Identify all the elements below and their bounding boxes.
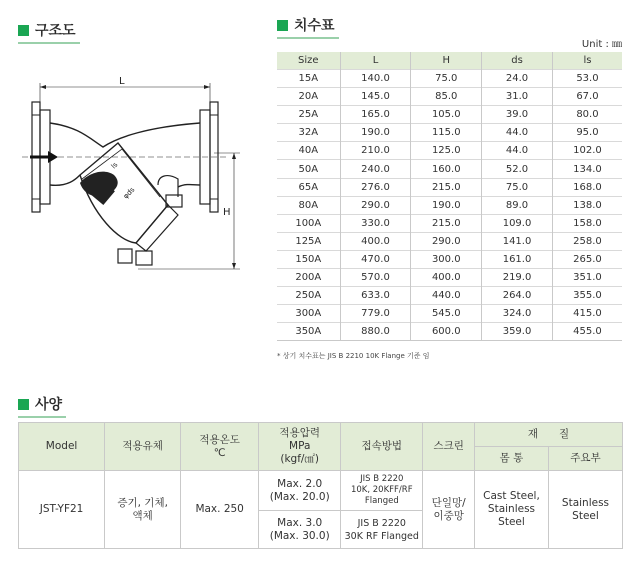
dimension-cell: 95.0 — [552, 124, 622, 142]
dimension-row — [277, 124, 622, 142]
dimension-cell: 24.0 — [482, 70, 553, 88]
pressure2-line2: (Max. 30.0) — [269, 529, 330, 542]
spec-heading — [18, 394, 62, 414]
dimension-cell: 85.0 — [411, 88, 482, 106]
dimension-cell: 158.0 — [552, 214, 622, 232]
dimension-cell: 545.0 — [411, 305, 482, 323]
cell-screen — [423, 471, 475, 549]
dimension-cell: 415.0 — [552, 305, 622, 323]
dimension-cell: 470.0 — [340, 250, 411, 268]
dimension-cell: 75.0 — [411, 70, 482, 88]
dimension-cell: 31.0 — [482, 88, 553, 106]
dimension-cell: 165.0 — [340, 106, 411, 124]
dimension-cell: 80.0 — [552, 106, 622, 124]
label-L: L — [119, 76, 125, 87]
dimension-cell: 150A — [277, 250, 340, 268]
pressure-line1: 적용압력 — [279, 427, 320, 439]
cell-main — [548, 471, 622, 549]
dimension-row — [277, 70, 622, 88]
dimension-row — [277, 160, 622, 178]
pressure-line3: (kgf/㎠) — [280, 453, 320, 465]
cell-body — [475, 471, 549, 549]
dimension-header-row — [277, 52, 622, 70]
cell-connection-2 — [341, 511, 423, 549]
dimension-row — [277, 196, 622, 214]
dimension-cell: 290.0 — [411, 232, 482, 250]
pressure2-line1: Max. 3.0 — [277, 516, 323, 529]
dimension-cell: 258.0 — [552, 232, 622, 250]
dimensions-heading — [277, 15, 335, 35]
header-screen: 스크린 — [423, 423, 475, 471]
connection1-line1: JIS B 2220 — [360, 474, 404, 484]
dimension-cell: 105.0 — [411, 106, 482, 124]
cell-pressure-1 — [259, 471, 341, 511]
dimension-cell: 359.0 — [482, 323, 553, 341]
dimension-row — [277, 106, 622, 124]
dimension-cell: 190.0 — [411, 196, 482, 214]
dimension-row — [277, 178, 622, 196]
header-ds: ds — [482, 52, 553, 70]
dimension-cell: 300A — [277, 305, 340, 323]
dimension-row — [277, 269, 622, 287]
dimension-cell: 168.0 — [552, 178, 622, 196]
dimension-cell: 880.0 — [340, 323, 411, 341]
dimension-cell: 65A — [277, 178, 340, 196]
dimension-cell: 141.0 — [482, 232, 553, 250]
dimension-cell: 102.0 — [552, 142, 622, 160]
dimension-cell: 67.0 — [552, 88, 622, 106]
dimension-cell: 440.0 — [411, 287, 482, 305]
dimension-cell: 39.0 — [482, 106, 553, 124]
dimension-cell: 80A — [277, 196, 340, 214]
dimension-cell: 50A — [277, 160, 340, 178]
label-H: H — [223, 207, 231, 218]
label-ls: ls — [109, 160, 120, 171]
header-model: Model — [19, 423, 105, 471]
temp-line1: 적용온도 — [199, 433, 240, 446]
header-pressure — [259, 423, 341, 471]
dimension-cell: 138.0 — [552, 196, 622, 214]
temp-line2: ℃ — [213, 446, 226, 459]
dimensions-title: 치수표 — [294, 18, 335, 34]
dimension-cell: 455.0 — [552, 323, 622, 341]
dimension-cell: 160.0 — [411, 160, 482, 178]
dimension-row — [277, 287, 622, 305]
connection1-line3: Flanged — [364, 496, 399, 506]
screen-line1: 단일망/ — [431, 496, 466, 509]
green-square-icon — [18, 399, 29, 410]
dimension-cell: 276.0 — [340, 178, 411, 196]
label-ds: φds — [121, 185, 137, 201]
dimension-cell: 145.0 — [340, 88, 411, 106]
dimension-cell: 400.0 — [340, 232, 411, 250]
screen-line2: 이중망 — [433, 509, 464, 522]
fluid-line1: 증기, 기체, — [117, 496, 168, 509]
header-size: Size — [277, 52, 340, 70]
spec-header-row — [19, 423, 623, 447]
dimension-cell: 115.0 — [411, 124, 482, 142]
dimension-cell: 20A — [277, 88, 340, 106]
main-line2: Steel — [572, 509, 599, 522]
dimension-cell: 140.0 — [340, 70, 411, 88]
cell-temp: Max. 250 — [181, 471, 259, 549]
dimension-row — [277, 305, 622, 323]
dimension-cell: 400.0 — [411, 269, 482, 287]
header-temp — [181, 423, 259, 471]
green-square-icon — [277, 20, 288, 31]
dimension-cell: 570.0 — [340, 269, 411, 287]
cell-fluid — [105, 471, 181, 549]
body-line2: Stainless — [487, 503, 536, 515]
dimension-cell: 44.0 — [482, 124, 553, 142]
dimension-cell: 264.0 — [482, 287, 553, 305]
dimension-cell: 250A — [277, 287, 340, 305]
dimension-cell: 355.0 — [552, 287, 622, 305]
dimension-row — [277, 214, 622, 232]
connection2-line2: 30K RF Flanged — [344, 530, 419, 542]
spec-title: 사양 — [35, 397, 63, 413]
dimension-cell: 215.0 — [411, 178, 482, 196]
dimension-cell: 125A — [277, 232, 340, 250]
dimension-row — [277, 88, 622, 106]
dimension-cell: 52.0 — [482, 160, 553, 178]
header-ls: ls — [552, 52, 622, 70]
dimension-cell: 109.0 — [482, 214, 553, 232]
dimension-cell: 210.0 — [340, 142, 411, 160]
structure-title: 구조도 — [35, 23, 76, 39]
pressure1-line1: Max. 2.0 — [277, 477, 323, 490]
dimension-cell: 134.0 — [552, 160, 622, 178]
cell-model: JST-YF21 — [19, 471, 105, 549]
dimension-row — [277, 142, 622, 160]
header-main: 주요부 — [548, 447, 622, 471]
green-square-icon — [18, 25, 29, 36]
dimension-cell: 300.0 — [411, 250, 482, 268]
dimension-cell: 40A — [277, 142, 340, 160]
dimension-cell: 44.0 — [482, 142, 553, 160]
spec-table — [18, 422, 623, 549]
heading-underline — [18, 42, 80, 44]
dimension-cell: 15A — [277, 70, 340, 88]
header-body: 몸 통 — [475, 447, 549, 471]
dimension-cell: 351.0 — [552, 269, 622, 287]
header-material: 재 질 — [475, 423, 623, 447]
dimension-cell: 633.0 — [340, 287, 411, 305]
heading-underline — [277, 37, 339, 39]
dimension-cell: 219.0 — [482, 269, 553, 287]
dimension-row — [277, 323, 622, 341]
unit-label: Unit : ㎜ — [581, 39, 622, 50]
body-line3: Steel — [498, 516, 525, 528]
fluid-line2: 액체 — [132, 509, 153, 522]
dimension-cell: 100A — [277, 214, 340, 232]
dimension-cell: 25A — [277, 106, 340, 124]
dimension-cell: 290.0 — [340, 196, 411, 214]
dimension-row — [277, 232, 622, 250]
dimension-cell: 75.0 — [482, 178, 553, 196]
connection1-line2: 10K, 20KFF/RF — [350, 485, 413, 495]
header-L: L — [340, 52, 411, 70]
dimension-cell: 53.0 — [552, 70, 622, 88]
spec-row — [19, 471, 623, 511]
dimension-cell: 190.0 — [340, 124, 411, 142]
dimension-cell: 240.0 — [340, 160, 411, 178]
pressure-line2: MPa — [289, 440, 311, 452]
dimension-cell: 330.0 — [340, 214, 411, 232]
strainer-drawing — [18, 75, 258, 275]
header-H: H — [411, 52, 482, 70]
header-fluid: 적용유체 — [105, 423, 181, 471]
dimension-cell: 161.0 — [482, 250, 553, 268]
dimension-note: * 상기 치수표는 JIS B 2210 10K Flange 기준 임 — [277, 352, 430, 360]
structure-heading — [18, 20, 76, 40]
pressure1-line2: (Max. 20.0) — [269, 490, 330, 503]
header-connection: 접속방법 — [341, 423, 423, 471]
body-line1: Cast Steel, — [483, 490, 540, 502]
main-line1: Stainless — [561, 496, 610, 509]
dimension-cell: 265.0 — [552, 250, 622, 268]
dimension-cell: 600.0 — [411, 323, 482, 341]
cell-pressure-2 — [259, 511, 341, 549]
dimension-row — [277, 250, 622, 268]
dimension-cell: 350A — [277, 323, 340, 341]
dimension-cell: 32A — [277, 124, 340, 142]
dimension-cell: 125.0 — [411, 142, 482, 160]
dimension-cell: 89.0 — [482, 196, 553, 214]
connection2-line1: JIS B 2220 — [357, 517, 406, 529]
dimension-cell: 324.0 — [482, 305, 553, 323]
dimension-cell: 215.0 — [411, 214, 482, 232]
dimension-cell: 200A — [277, 269, 340, 287]
dimension-table — [277, 52, 622, 341]
cell-connection-1 — [341, 471, 423, 511]
heading-underline — [18, 416, 66, 418]
dimension-cell: 779.0 — [340, 305, 411, 323]
